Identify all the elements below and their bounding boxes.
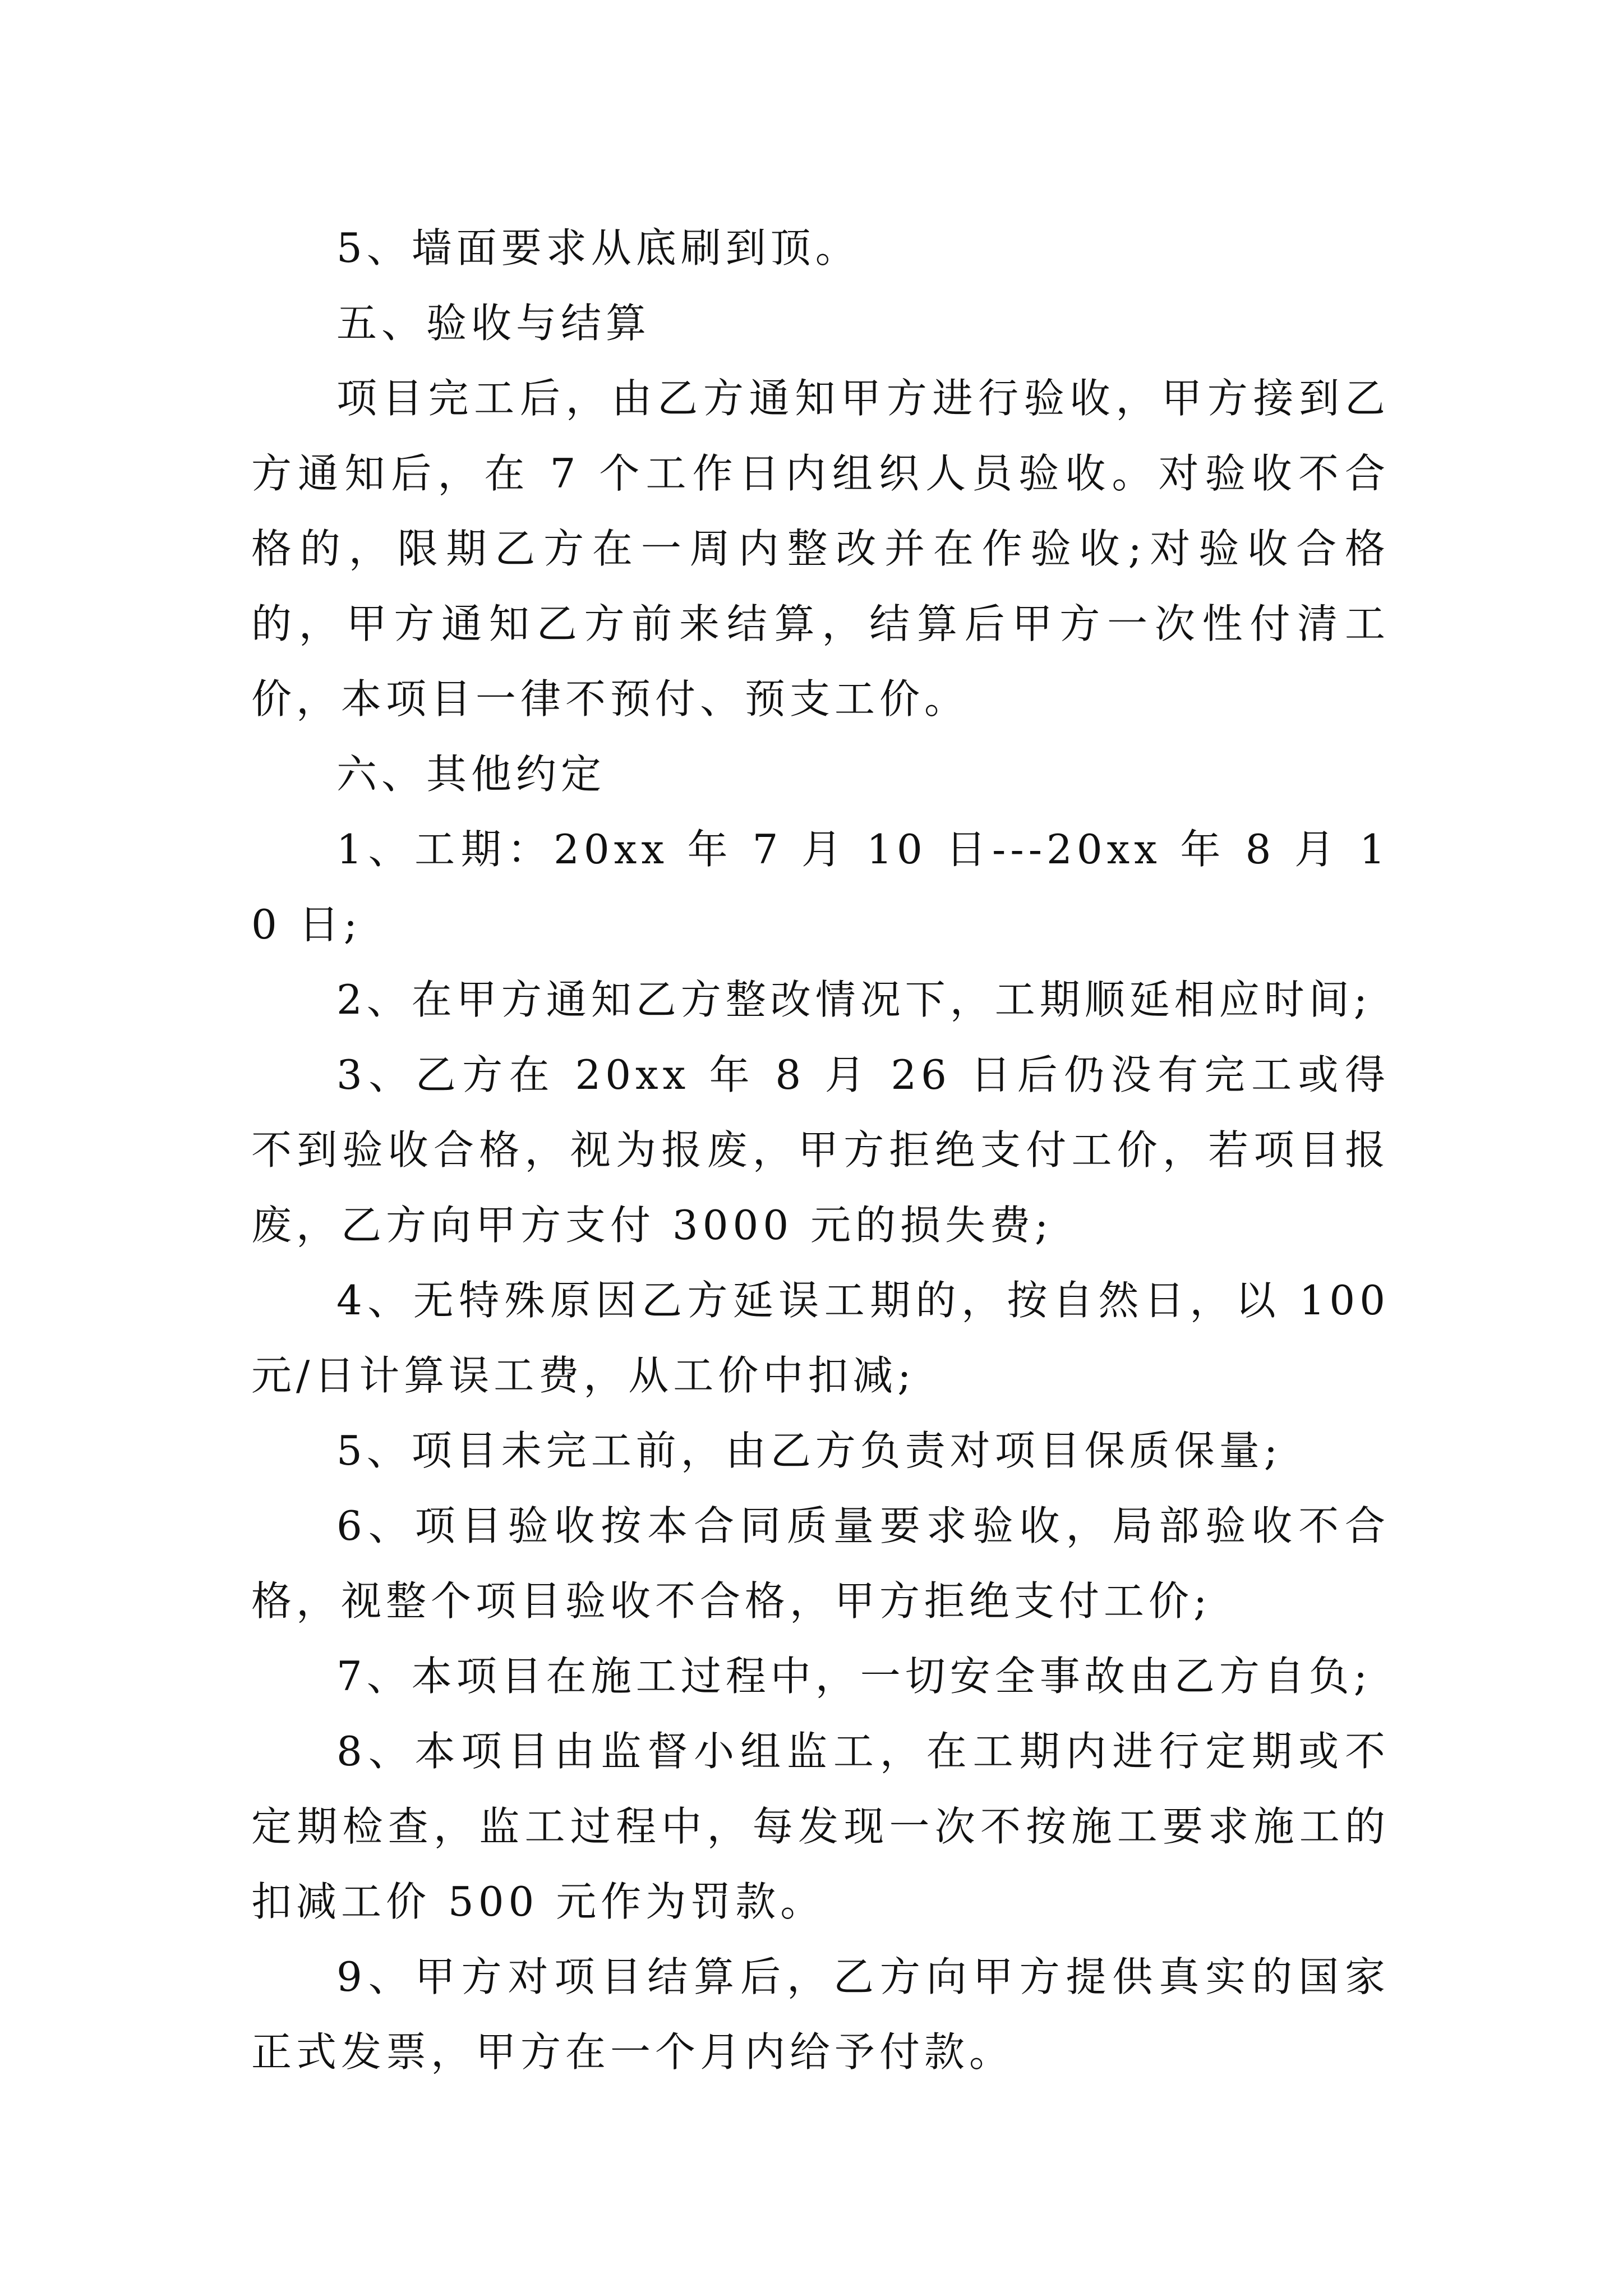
paragraph-term-5: 5、项目未完工前，由乙方负责对项目保质保量; xyxy=(336,1427,1283,1474)
document-body xyxy=(251,210,1390,2090)
paragraph-term-4: 4、无特殊原因乙方延误工期的，按自然日，以 100 元/日计算误工费，从工价中扣减; xyxy=(251,1277,1390,1399)
section-heading-other-terms: 六、其他约定 xyxy=(336,751,606,798)
paragraph-term-8: 8、本项目由监督小组监工，在工期内进行定期或不定期检查，监工过程中，每发现一次不按施工要求施工的扣减工价 500 元作为罚款。 xyxy=(251,1728,1390,1925)
paragraph-term-1: 1、工期：20xx 年 7 月 10 日---20xx 年 8 月 10 日; xyxy=(251,826,1390,948)
paragraph-wall-requirement: 5、墙面要求从底刷到顶。 xyxy=(336,224,860,272)
paragraph-acceptance-settlement: 项目完工后，由乙方通知甲方进行验收，甲方接到乙方通知后，在 7 个工作日内组织人员验收。对验收不合格的，限期乙方在一周内整改并在作验收;对验收合格的，甲方通知乙方前来结算，结算后甲方一次性付清工价，本项目一律不预付、预支工价。 xyxy=(251,375,1390,723)
paragraph-term-3: 3、乙方在 20xx 年 8 月 26 日后仍没有完工或得不到验收合格，视为报废，甲方拒绝支付工价，若项目报废，乙方向甲方支付 3000 元的损失费; xyxy=(251,1051,1390,1249)
paragraph-term-6: 6、项目验收按本合同质量要求验收，局部验收不合格，视整个项目验收不合格，甲方拒绝支付工价; xyxy=(251,1502,1390,1625)
paragraph-term-9: 9、甲方对项目结算后，乙方向甲方提供真实的国家正式发票，甲方在一个月内给予付款。 xyxy=(251,1953,1390,2076)
paragraph-term-2: 2、在甲方通知乙方整改情况下，工期顺延相应时间; xyxy=(336,976,1372,1023)
paragraph-term-7: 7、本项目在施工过程中，一切安全事故由乙方自负; xyxy=(336,1653,1372,1700)
section-heading-acceptance: 五、验收与结算 xyxy=(336,300,651,347)
